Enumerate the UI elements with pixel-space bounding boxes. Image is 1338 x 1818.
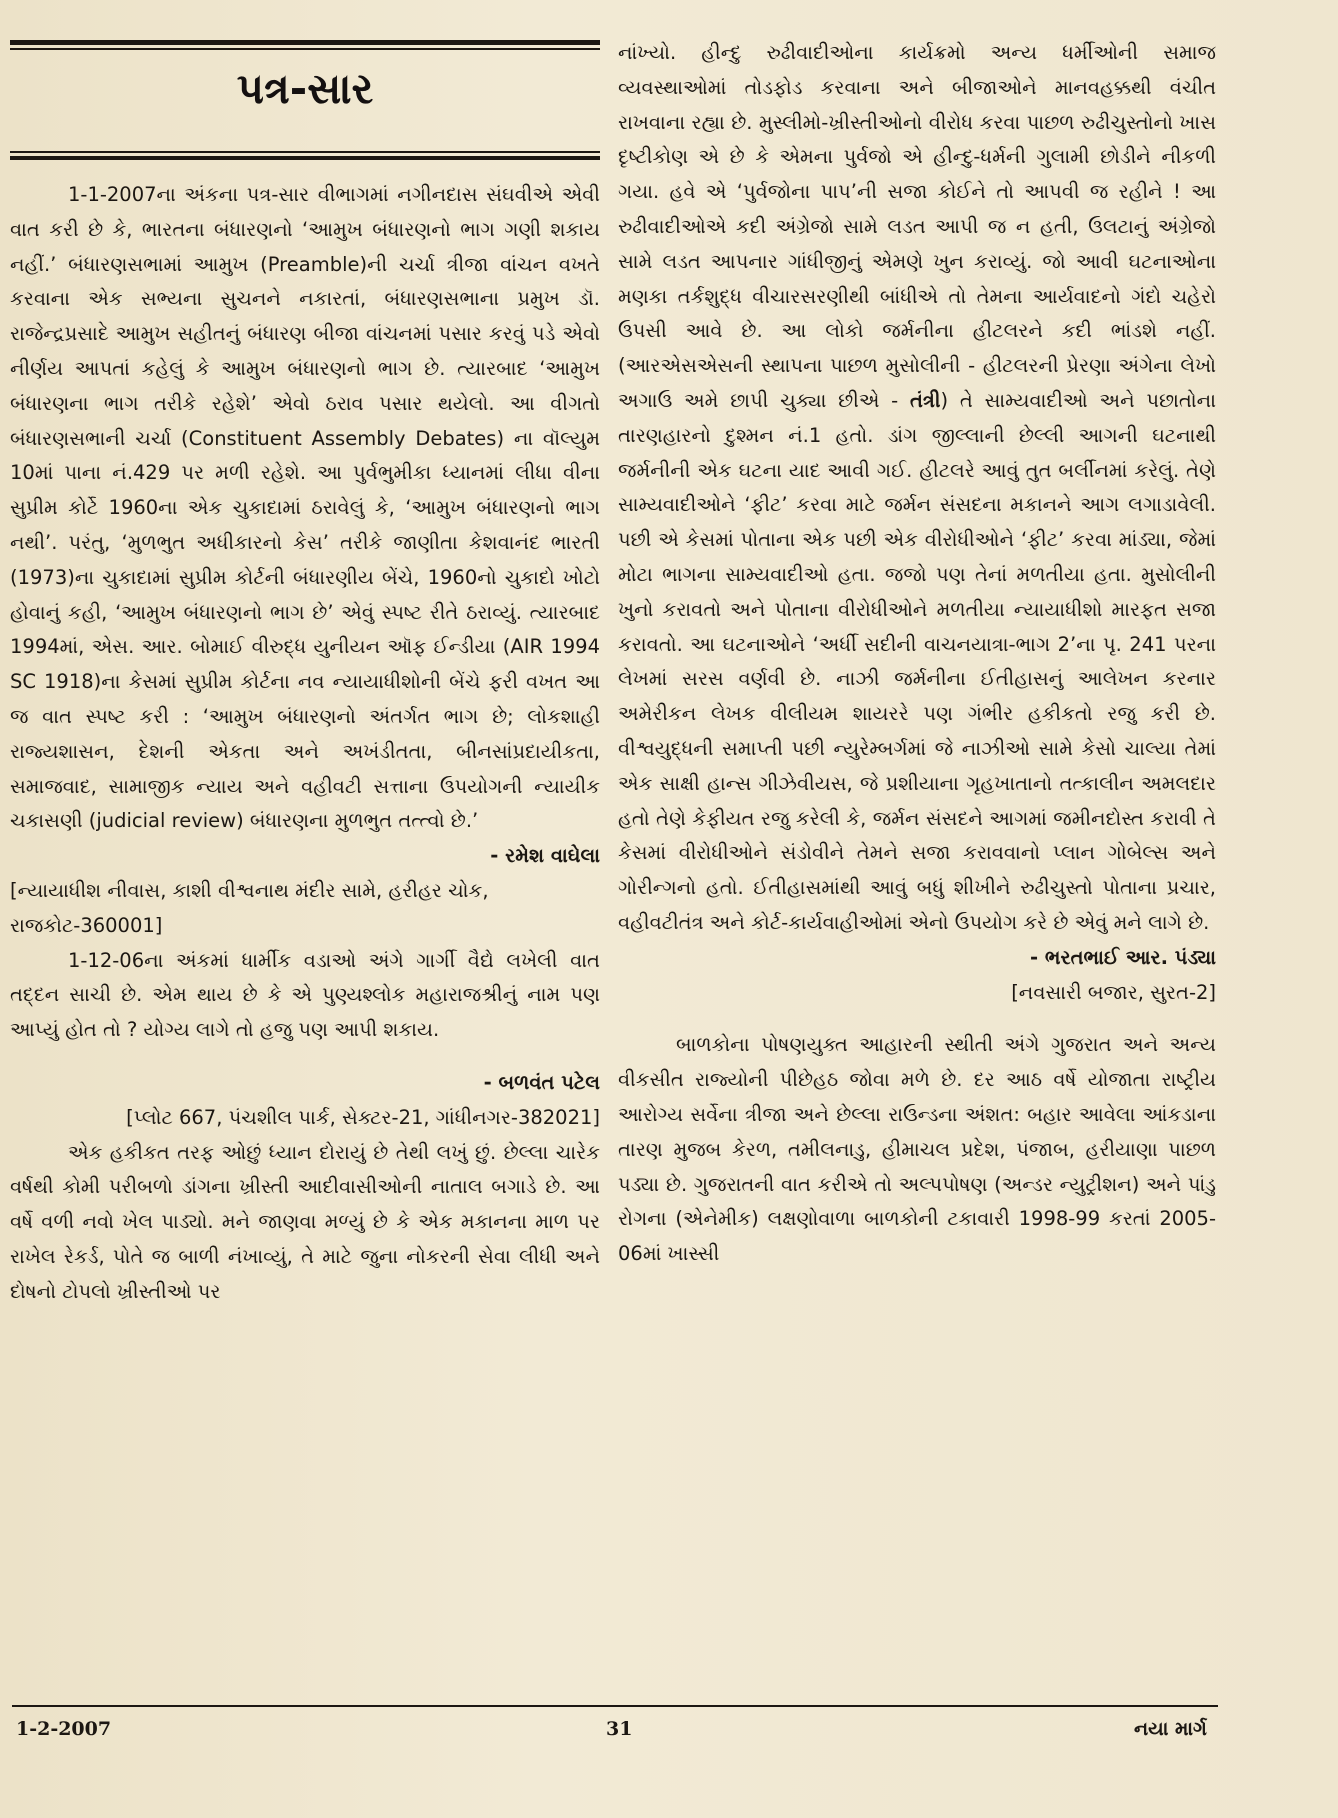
header-rule-bottom-thin: [10, 151, 600, 153]
header-rule-bottom: [10, 156, 600, 160]
letter-3-text: એક હકીકત તરફ ઓછું ધ્યાન દોરાયું છે તેથી લખું છું. છેલ્લા ચારેક વર્ષથી કોમી પરીબળો ડાંગના ખ્રીસ્તી આદીવાસીઓની નાતાલ બગાડે છે. આ વર્ષે વળી નવો ખેલ પાડ્યો. મને જાણવા મળ્યું છે કે એક મકાનના માળ પર રાખેલ રેકર્ડ, પોતે જ બાળી નંખાવ્યું, તે માટે જુના નોકરની સેવા લીધી અને દોષનો ટોપલો ખ્રીસ્તીઓ પર: [10, 1140, 600, 1303]
letter-2-address: [પ્લોટ 667, પંચશીલ પાર્ક, સેક્ટર-21, ગાંધીનગર-382021]: [126, 1105, 600, 1129]
footer-date: 1-2-2007: [16, 1718, 112, 1740]
magazine-name: નયા માર્ગ: [1134, 1718, 1207, 1740]
letter-2-text: 1-12-06ના અંકમાં ધાર્મીક વડાઓ અંગે ગાર્ગી વૈદ્યે લખેલી વાત તદ્દન સાચી છે. એમ થાય છે કે એ પુણ્યશ્લોક મહારાજશ્રીનું નામ પણ આપ્યું હોત તો ? યોગ્ય લાગે તો હજુ પણ આપી શકાય.: [10, 948, 600, 1042]
letter-3-continued-part2: ) તે સામ્યવાદીઓ અને પછાતોના તારણહારનો દુશ્મન નં.1 હતો. ડાંગ જીલ્લાની છેલ્લી આગની ઘટનાથી જર્મનીની એક ઘટના યાદ આવી ગઈ. હીટલરે આવું તુત બર્લીનમાં કરેલું. તેણે સામ્યવાદીઓને ‘ફીટ’ કરવા માટે જર્મન સંસદના મકાનને આગ લગાડાવેલી. પછી એ કેસમાં પોતાના એક પછી એક વીરોધીઓને ‘ફીટ’ કરવા માંડ્યા, જેમાં મોટા ભાગના સામ્યવાદીઓ હતા. જજો પણ તેનાં મળતીયા હતા. મુસોલીની ખુનો કરાવતો અને પોતાના વીરોધીઓને મળતીયા ન્યાયાધીશો મારફત સજા કરાવતો. આ ઘટનાઓને ‘અર્ધી સદીની વાચનયાત્રા-ભાગ 2’ના પૃ. 241 પરના લેખમાં સરસ વર્ણવી છે. નાઝી જર્મનીના ઈતીહાસનું આલેખન કરનાર અમેરીકન લેખક વીલીયમ શાયરરે પણ ગંભીર હકીકતો રજુ કરી છે. વીશ્વયુદ્ધની સમાપ્તી પછી ન્યુરેમ્બર્ગમાં જે નાઝીઓ સામે કેસો ચાલ્યા તેમાં એક સાક્ષી હાન્સ ગીઝેવીયસ, જે પ્રશીયાના ગૃહખાતાનો તત્કાલીન અમલદાર હતો તેણે કેફીયત રજુ કરેલી કે, જર્મન સંસદને આગમાં જમીનદોસ્ત કરાવી તે કેસમાં વીરોધીઓને સંડોવીને તેમને સજા કરાવવાનો પ્લાન ગોબેલ્સ અને ગોરીન્ગનો હતો. ઈતીહાસમાંથી આવું બધું શીખીને રુઢીચુસ્તો પોતાના પ્રચાર, વહીવટીતંત્ર અને કોર્ટ-કાર્યવાહીઓમાં એનો ઉપયોગ કરે છે એવું મને લાગે છે.: [618, 388, 1216, 934]
header-rule-top: [10, 40, 600, 45]
left-column: [10, 40, 600, 1310]
page-number: 31: [606, 1718, 633, 1740]
section-title: પત્ર-સાર: [236, 64, 374, 113]
footer-rule: [12, 1705, 1218, 1707]
letter-4-text: બાળકોના પોષણયુક્ત આહારની સ્થીતી અંગે ગુજરાત અને અન્ય વીકસીત રાજ્યોની પીછેહઠ જોવા મળે છે. દર આઠ વર્ષે યોજાતા રાષ્ટ્રીય આરોગ્ય સર્વેના ત્રીજા અને છેલ્લા રાઉન્ડના અંશત: બહાર આવેલા આંકડાના તારણ મુજબ કેરળ, તમીલનાડુ, હીમાચલ પ્રદેશ, પંજાબ, હરીયાણા પાછળ પડ્યા છે. ગુજરાતની વાત કરીએ તો અલ્પપોષણ (અન્ડર ન્યુટ્રીશન) અને પાંડુ રોગના (એનેમીક) લક્ષણોવાળા બાળકોની ટકાવારી 1998-99 કરતાં 2005-06માં ખાસ્સી: [618, 1033, 1216, 1266]
letter-1-text: 1-1-2007ના અંકના પત્ર-સાર વીભાગમાં નગીનદાસ સંઘવીએ એવી વાત કરી છે કે, ભારતના બંધારણનો ‘આમુખ બંધારણનો ભાગ ગણી શકાય નહીં.’ બંધારણસભામાં આમુખ (Preamble)ની ચર્ચા ત્રીજા વાંચન વખતે કરવાના એક સભ્યના સુચનને નકારતાં, બંધારણસભાના પ્રમુખ ડૉ. રાજેન્દ્રપ્રસાદે આમુખ સહીતનું બંધારણ બીજા વાંચનમાં પસાર કરવું પડે એવો નીર્ણય આપતાં કહેલું કે આમુખ બંધારણનો ભાગ છે. ત્યારબાદ ‘આમુખ બંધારણના ભાગ તરીકે રહેશે’ એવો ઠરાવ પસાર થયેલો. આ વીગતો બંધારણસભાની ચર્ચા (Constituent Assembly Debates) ના વૉલ્યુમ 10માં પાના નં.429 પર મળી રહેશે. આ પુર્વભુમીકા ધ્યાનમાં લીધા વીના સુપ્રીમ કોર્ટે 1960ના એક ચુકાદામાં ઠરાવેલું કે, ‘આમુખ બંધારણનો ભાગ નથી’. પરંતુ, ‘મુળભુત અધીકારનો કેસ’ તરીકે જાણીતા કેશવાનંદ ભારતી (1973)ના ચુકાદામાં સુપ્રીમ કોર્ટની બંધારણીય બેંચે, 1960નો ચુકાદો ખોટો હોવાનું કહી, ‘આમુખ બંધારણનો ભાગ છે’ એવું સ્પષ્ટ રીતે ઠરાવ્યું. ત્યારબાદ 1994માં, એસ. આર. બોમાઈ વીરુદ્ધ યુનીયન ઑફ ઈન્ડીયા (AIR 1994 SC 1918)ના કેસમાં સુપ્રીમ કોર્ટના નવ ન્યાયાધીશોની બેંચે ફરી વખત આ જ વાત સ્પષ્ટ કરી : ‘આમુખ બંધારણનો અંતર્ગત ભાગ છે; લોકશાહી રાજ્યશાસન, દેશની એકતા અને અખંડીતતા, બીનસાંપ્રદાયીકતા, સમાજવાદ, સામાજીક ન્યાય અને વહીવટી સત્તાના ઉપયોગની ન્યાયીક ચકાસણી (judicial review) બંધારણના મુળભુત તત્ત્વો છે.’: [10, 183, 600, 833]
letter-2-signature: - બળવંત પટેલ: [483, 1070, 600, 1094]
right-column: [618, 36, 1216, 1272]
letter-3-address: [નવસારી બજાર, સુરત-2]: [1011, 980, 1216, 1004]
section-header: [10, 50, 600, 148]
letter-1-signature: - રમેશ વાઘેલા: [490, 844, 600, 868]
letter-3-continued: [618, 36, 1216, 941]
letter-1-address: [ન્યાયાધીશ નીવાસ, કાશી વીશ્વનાથ મંદીર સામે, હરીહર ચોક, રાજકોટ-360001]: [10, 878, 489, 937]
editor-note-label: તંત્રી: [909, 388, 941, 412]
letter-3-signature: - ભરતભાઈ આર. પંડ્યા: [1030, 945, 1216, 969]
letter-3-continued-part1: નાંખ્યો. હીન્દુ રુઢીવાદીઓના કાર્યક્રમો અન્ય ધર્મીઓની સમાજ વ્યવસ્થાઓમાં તોડફોડ કરવાના અને બીજાઓને માનવહક્કથી વંચીત રાખવાના રહ્યા છે. મુસ્લીમો-ખ્રીસ્તીઓનો વીરોધ કરવા પાછળ રુઢીચુસ્તોનો ખાસ દૃષ્ટીકોણ એ છે કે એમના પુર્વજો એ હીન્દુ-ધર્મની ગુલામી છોડીને નીકળી ગયા. હવે એ ‘પુર્વજોના પાપ’ની સજા કોઈને તો આપવી જ રહીને ! આ રુઢીવાદીઓએ કદી અંગ્રેજો સામે લડત આપી જ ન હતી, ઉલટાનું અંગ્રેજો સામે લડત આપનાર ગાંધીજીનું એમણે ખુન કરાવ્યું. જો આવી ઘટનાઓના મણકા તર્કશુદ્ધ વીચારસરણીથી બાંધીએ તો તેમના આર્યવાદનો ગંદો ચહેરો ઉપસી આવે છે. આ લોકો જર્મનીના હીટલરને કદી ભાંડશે નહીં. (આરએસએસની સ્થાપના પાછળ મુસોલીની - હીટલરની પ્રેરણા અંગેના લેખો અગાઉ અમે છાપી ચુક્યા છીએ -: [618, 41, 1216, 412]
